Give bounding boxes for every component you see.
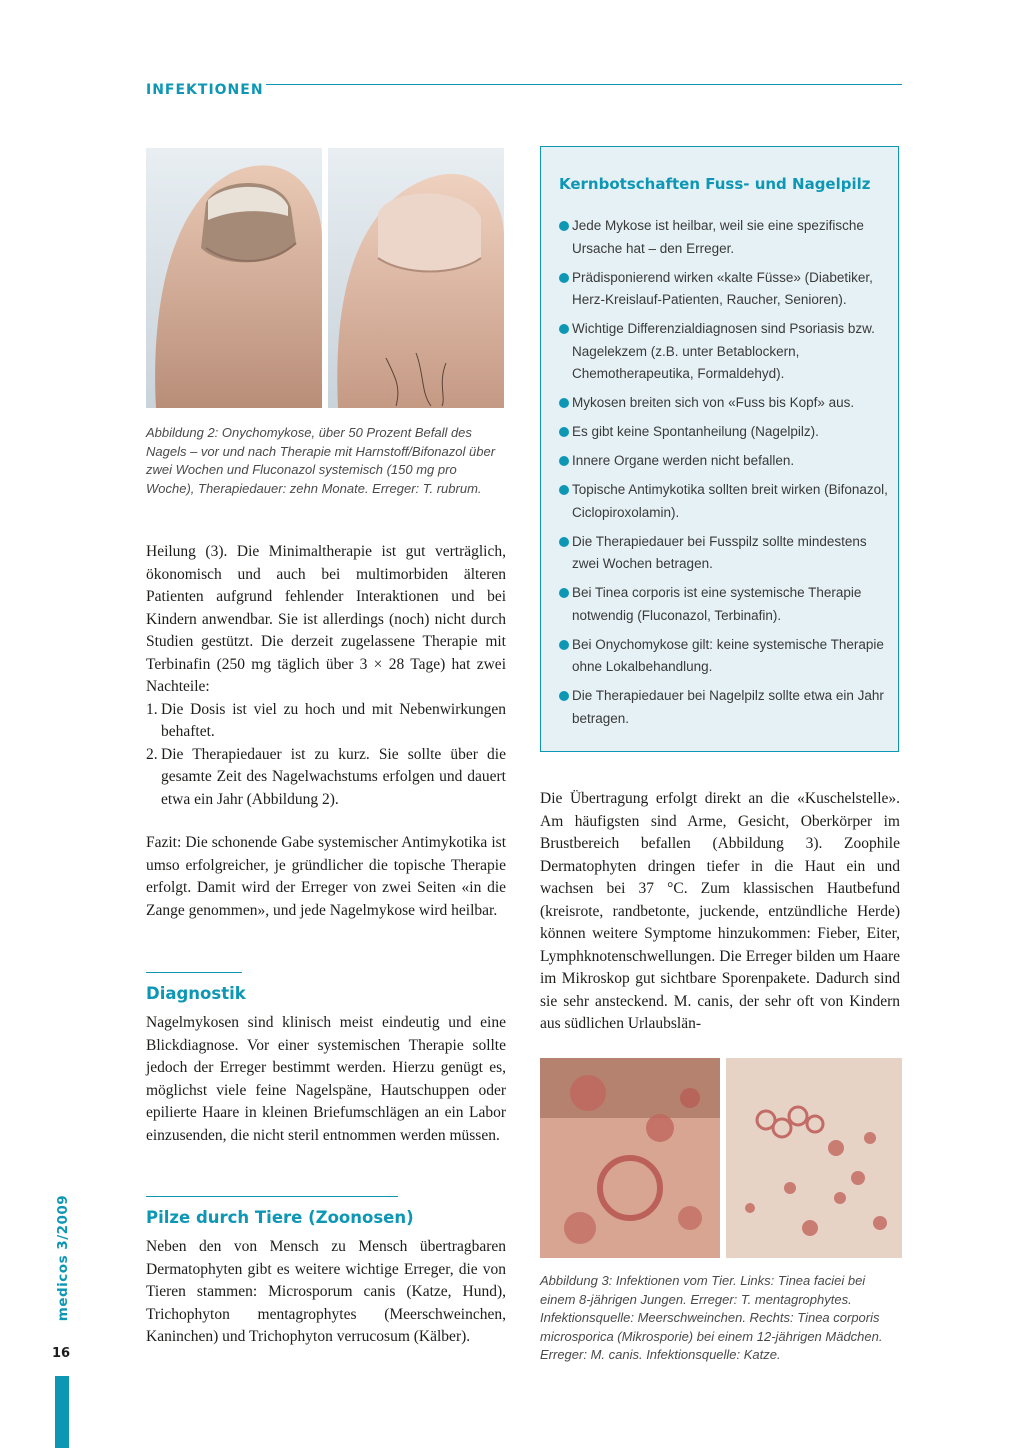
list-item [559, 318, 889, 386]
list-item [146, 744, 506, 812]
list-number: 2. [146, 745, 158, 763]
bullet-icon [559, 691, 569, 701]
right-column-paragraph: Die Übertragung erfolgt direkt an die «Kuschelstelle». Am häufigsten sind Arme, Gesicht, Oberkörper im Brustbereich befallen (Abbildung 3). Zoophile Dermatophyten dringen tiefer in die Haut ein und wachsen bei 37 °C. Zum klassischen Hautbefund (kreisrote, randbetonte, juckende, entzündliche Herde) können weitere Symptome hinzukommen: Fieber, Eiter, Lymphknotenschwellungen. Die Erreger bilden um Haare im Mikroskop gut sichtbare Sporenpakete. Dadurch sind sie sehr ansteckend. M. canis, der sehr oft von Kindern aus südlichen Urlaubslän- [540, 790, 900, 1032]
bullet-icon [559, 456, 569, 466]
figure-3-caption: Abbildung 3: Infektionen vom Tier. Links: Tinea faciei bei einem 8-jährigen Jungen. Erreger: T. mentagrophytes. Infektionsquelle: Meerschweinchen. Rechts: Tinea corporis microsporica (Mikrosporie) bei einem 12-jährigen Mädchen. Erreger: M. canis. Infektionsquelle: Katze. [540, 1273, 883, 1362]
key-messages-list [559, 215, 889, 737]
bullet-icon [559, 273, 569, 283]
diagnostik-rule [146, 972, 242, 973]
intro-paragraph: Heilung (3). Die Minimaltherapie ist gut verträglich, ökonomisch und auch bei multimorbiden älteren Patienten aufgrund fehlender Interaktionen und bei Kindern anwendbar. Sie ist allerdings (noch) nicht durch Studien gestützt. Die derzeit zugelassene Therapie mit Terbinafin (250 mg täglich über 3 × 28 Tage) hat zwei Nachteile: [146, 543, 506, 695]
intro-text-block [146, 541, 506, 811]
list-item [559, 479, 889, 524]
list-item [559, 634, 889, 679]
list-number: 1. [146, 700, 158, 718]
figure-2-caption: Abbildung 2: Onychomykose, über 50 Prozent Befall des Nagels – vor und nach Therapie mit Harnstoff/Bifonazol über zwei Wochen und Fluconazol systemisch (150 mg pro Woche), Therapiedauer: zehn Monate. Erreger: T. rubrum. [146, 425, 496, 496]
header-rule [266, 84, 902, 85]
nail-photo-illustration [146, 148, 504, 408]
list-item-text: Wichtige Differenzialdiagnosen sind Psoriasis bzw. Nagelekzem (z.B. unter Betablockern, Chemotherapeutika, Formaldehyd). [572, 321, 875, 381]
skin-photo-illustration [540, 1058, 902, 1258]
list-item-text: Bei Onychomykose gilt: keine systemische Therapie ohne Lokalbehandlung. [572, 636, 884, 674]
list-item-text: Innere Organe werden nicht befallen. [572, 453, 795, 468]
list-item-text: Die Therapiedauer bei Nagelpilz sollte etwa ein Jahr betragen. [572, 688, 884, 726]
list-item [559, 421, 889, 444]
side-accent-bar [55, 1376, 69, 1448]
diagnostik-heading: Diagnostik [146, 984, 246, 1003]
list-item-text: Es gibt keine Spontanheilung (Nagelpilz). [572, 424, 819, 439]
bullet-icon [559, 537, 569, 547]
zoonosen-rule [146, 1196, 398, 1197]
zoonosen-heading: Pilze durch Tiere (Zoonosen) [146, 1208, 414, 1227]
bullet-icon [559, 324, 569, 334]
bullet-icon [559, 398, 569, 408]
diagnostik-paragraph: Nagelmykosen sind klinisch meist eindeutig und eine Blickdiagnose. Vor einer systemischen Therapie sollte jedoch der Erreger bestimmt werden. Hierzu genügt es, möglichst viele feine Nagelspäne, Hautschuppen oder epilierte Haare in kleinen Briefumschlägen an ein Labor einzusenden, die nicht steril entnommen werden müssen. [146, 1014, 506, 1144]
journal-label: medicos 3/2009 [55, 1194, 71, 1322]
list-item-text: Bei Tinea corporis ist eine systemische Therapie notwendig (Fluconazol, Terbinafin). [572, 585, 862, 623]
key-messages-box [540, 146, 899, 752]
list-item [559, 215, 889, 260]
figure-2-image [146, 148, 504, 408]
bullet-icon [559, 588, 569, 598]
list-item-text: Prädisponierend wirken «kalte Füsse» (Diabetiker, Herz-Kreislauf-Patienten, Raucher, Senioren). [572, 269, 873, 307]
list-item [559, 450, 889, 473]
bullet-icon [559, 427, 569, 437]
bullet-icon [559, 221, 569, 231]
box-title: Kernbotschaften Fuss- und Nagelpilz [559, 175, 871, 193]
list-item-text: Die Dosis ist viel zu hoch und mit Nebenwirkungen behaftet. [161, 700, 506, 740]
figure-3-image [540, 1058, 902, 1258]
page-number: 16 [52, 1346, 71, 1361]
zoonosen-paragraph: Neben den von Mensch zu Mensch übertragbaren Dermatophyten gibt es weitere wichtige Erreger, die von Tieren stammen: Microsporum canis (Katze, Hund), Trichophyton mentagrophytes (Meerschweinchen, Kaninchen) und Trichophyton verrucosum (Kälber). [146, 1238, 506, 1345]
list-item [559, 582, 889, 627]
list-item-text: Mykosen breiten sich von «Fuss bis Kopf» aus. [572, 395, 855, 410]
list-item [559, 531, 889, 576]
list-item-text: Jede Mykose ist heilbar, weil sie eine spezifische Ursache hat – den Erreger. [572, 218, 864, 256]
list-item-text: Die Therapiedauer bei Fusspilz sollte mindestens zwei Wochen betragen. [572, 533, 867, 571]
list-item-text: Die Therapiedauer ist zu kurz. Sie sollte über die gesamte Zeit des Nagelwachstums erfolgen und dauert etwa ein Jahr (Abbildung 2). [161, 745, 506, 808]
list-item-text: Topische Antimykotika sollten breit wirken (Bifonazol, Ciclopiroxolamin). [572, 482, 888, 520]
list-item [559, 685, 889, 730]
list-item [146, 699, 506, 744]
section-title: INFEKTIONEN [146, 82, 264, 98]
list-item [559, 267, 889, 312]
bullet-icon [559, 640, 569, 650]
list-item [559, 392, 889, 415]
bullet-icon [559, 485, 569, 495]
fazit-paragraph: Fazit: Die schonende Gabe systemischer Antimykotika ist umso erfolgreicher, je gründlicher die topische Therapie erfolgt. Damit wird der Erreger von zwei Seiten «in die Zange genommen», und jede Nagelmykose wird heilbar. [146, 834, 506, 919]
